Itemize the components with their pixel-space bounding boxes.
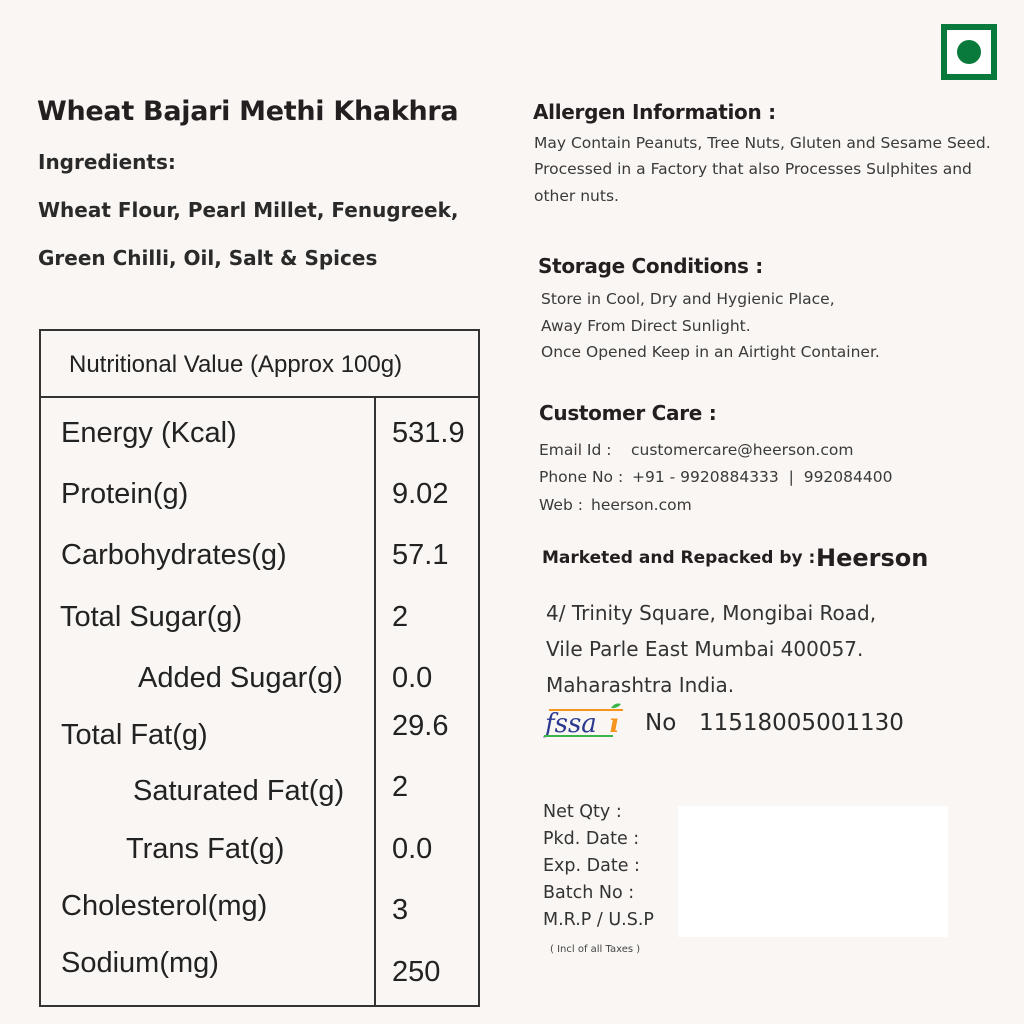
- fssai-license-number: 11518005001130: [699, 710, 904, 736]
- web-link[interactable]: heerson.com: [591, 496, 692, 514]
- nutrition-header-text: Nutritional Value (Approx 100g): [69, 351, 403, 378]
- mrp-label: M.R.P / U.S.P: [543, 910, 654, 930]
- nutrition-label-total-fat: Total Fat(g): [61, 719, 208, 751]
- email-link[interactable]: customercare@heerson.com: [631, 441, 854, 459]
- fssai-logo-icon: [543, 703, 625, 741]
- email-label: Email Id :: [539, 441, 612, 459]
- net-qty-label: Net Qty :: [543, 802, 622, 822]
- nutrition-value-energy: 531.9: [392, 417, 465, 449]
- nutrition-value-carbohydrates: 57.1: [392, 539, 449, 571]
- batch-no-label: Batch No :: [543, 883, 635, 903]
- phone-numbers: +91 - 9920884333 | 992084400: [632, 468, 893, 486]
- storage-line: Store in Cool, Dry and Hygienic Place,: [541, 290, 835, 308]
- address-line: 4/ Trinity Square, Mongibai Road,: [546, 601, 877, 625]
- nutrition-label-total-sugar: Total Sugar(g): [60, 601, 243, 633]
- allergen-line: May Contain Peanuts, Tree Nuts, Gluten and Sesame Seed.: [534, 134, 991, 152]
- customer-care-title: Customer Care :: [539, 401, 717, 425]
- ingredients-label: Ingredients:: [38, 150, 176, 174]
- address-line: Vile Parle East Mumbai 400057.: [546, 637, 864, 661]
- pkd-date-label: Pkd. Date :: [543, 829, 640, 849]
- product-title: Wheat Bajari Methi Khakhra: [37, 96, 459, 127]
- nutrition-value-saturated-fat: 2: [392, 771, 409, 803]
- nutrition-table-header: [41, 331, 478, 398]
- nutrition-label-trans-fat: Trans Fat(g): [126, 833, 285, 865]
- marketed-by-label: Marketed and Repacked by :: [542, 548, 816, 568]
- nutrition-value-trans-fat: 0.0: [392, 833, 433, 865]
- nutrition-value-added-sugar: 0.0: [392, 662, 433, 694]
- nutrition-value-protein: 9.02: [392, 478, 449, 510]
- ingredients-line: Wheat Flour, Pearl Millet, Fenugreek,: [38, 198, 459, 222]
- nutrition-table: [39, 329, 480, 1007]
- allergen-line: other nuts.: [534, 187, 619, 205]
- storage-line: Once Opened Keep in an Airtight Container.: [541, 343, 880, 361]
- allergen-line: Processed in a Factory that also Processes Sulphites and: [534, 160, 972, 178]
- column-divider: [374, 398, 376, 1007]
- nutrition-label-carbohydrates: Carbohydrates(g): [61, 539, 287, 571]
- web-label: Web :: [539, 496, 583, 514]
- nutrition-value-total-fat: 29.6: [392, 710, 449, 742]
- phone-label: Phone No :: [539, 468, 624, 486]
- brand-name: Heerson: [816, 544, 929, 572]
- nutrition-label-sodium: Sodium(mg): [61, 947, 219, 979]
- nutrition-label-saturated-fat: Saturated Fat(g): [133, 775, 345, 807]
- svg-text:fssa: fssa: [545, 709, 597, 739]
- address-line: Maharashtra India.: [546, 673, 735, 697]
- nutrition-label-added-sugar: Added Sugar(g): [138, 662, 343, 694]
- veg-symbol-icon: [941, 24, 997, 80]
- veg-dot: [957, 40, 981, 64]
- batch-print-area: [678, 806, 948, 937]
- allergen-title: Allergen Information :: [533, 100, 776, 124]
- fssai-no-label: No: [645, 710, 677, 736]
- nutrition-label-cholesterol: Cholesterol(mg): [61, 890, 268, 922]
- nutrition-label-protein: Protein(g): [61, 478, 189, 510]
- nutrition-value-total-sugar: 2: [392, 601, 409, 633]
- svg-text:ı: ı: [609, 709, 619, 739]
- tax-note: ( Incl of all Taxes ): [550, 944, 641, 955]
- nutrition-value-cholesterol: 3: [392, 894, 409, 926]
- nutrition-label-energy: Energy (Kcal): [61, 417, 237, 449]
- exp-date-label: Exp. Date :: [543, 856, 640, 876]
- nutrition-value-sodium: 250: [392, 956, 441, 988]
- ingredients-line: Green Chilli, Oil, Salt & Spices: [38, 246, 378, 270]
- storage-line: Away From Direct Sunlight.: [541, 317, 751, 335]
- storage-title: Storage Conditions :: [538, 254, 763, 278]
